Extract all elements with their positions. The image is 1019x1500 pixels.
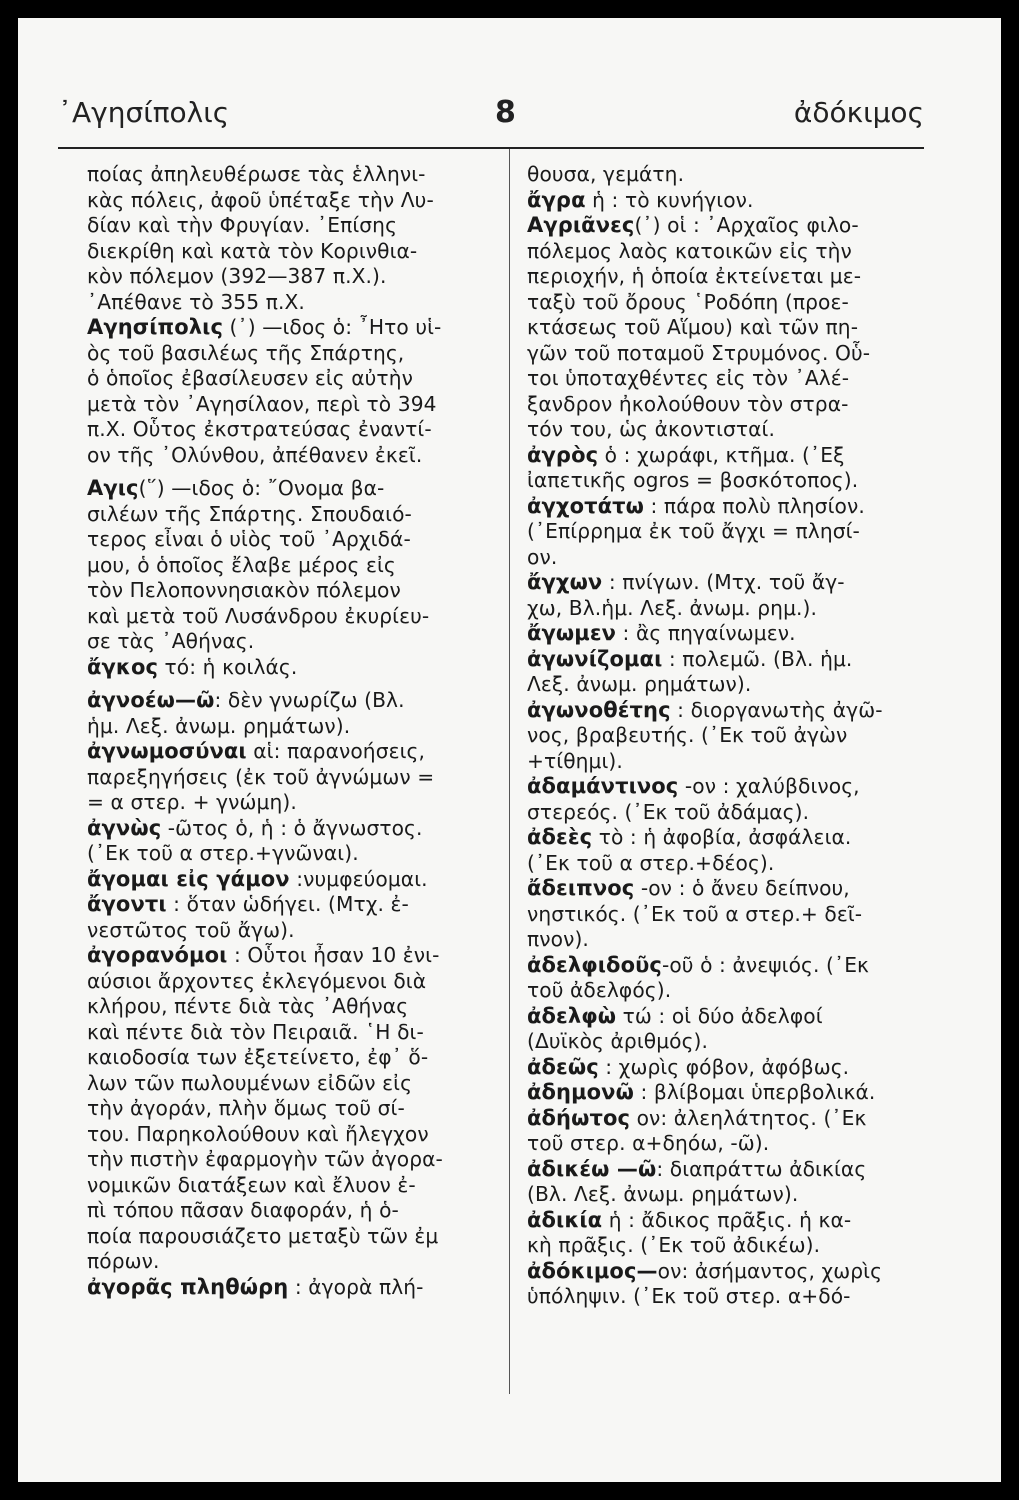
entry-line: [527, 647, 932, 673]
text-line: [87, 578, 490, 604]
text-line: [87, 1173, 490, 1199]
text-line: [527, 341, 932, 367]
definition-text: τερος εἶναι ὁ υἱὸς τοῦ ᾿Αρχιδά-: [87, 527, 411, 551]
definition-text: ἡμ. Λεξ. ἀνωμ. ρημάτων).: [87, 713, 351, 738]
definition-text: ξανδρον ἠκολούθουν τὸν στρα-: [527, 391, 849, 416]
entry-line: [527, 1080, 932, 1106]
definition-text: τοι ὑποταχθέντες εἰς τὸν ᾿Αλέ-: [527, 366, 850, 390]
header-last-entry: ἀδόκιμος: [793, 96, 924, 129]
definition-text: τὴν ἀγοράν, πλὴν ὅμως τοῦ σί-: [87, 1096, 405, 1120]
text-line: [87, 841, 490, 867]
headword: ἀγορανόμοι: [87, 943, 228, 967]
definition-text: -οῦ ὁ : ἀνεψιός. (᾿Εκ: [661, 952, 870, 977]
definition-text: ἡ : ἄδικος πρᾶξις. ἡ κα-: [602, 1207, 852, 1232]
definition-text: -ον : χαλύβδινος,: [678, 774, 860, 798]
text-line: [87, 918, 490, 944]
text-line: [87, 417, 490, 443]
text-line: [87, 994, 490, 1020]
text-line: [87, 553, 490, 579]
headword: ἀδελφιδοῦς: [527, 952, 662, 977]
definition-text: ποίας ἀπηλευθέρωσε τὰς ἑλληνι-: [87, 162, 426, 186]
text-line: [527, 290, 932, 316]
entry-line: [527, 774, 932, 800]
definition-text: (᾿Εκ τοῦ α στερ.+δέος).: [527, 850, 775, 875]
text-line: [87, 443, 490, 469]
definition-text: π.Χ. Οὗτος ἐκστρατεύσας ἐναντί-: [87, 417, 432, 441]
text-line: [527, 1029, 932, 1055]
text-line: [87, 188, 490, 214]
headword: ἀδημονῶ: [527, 1080, 634, 1104]
definition-text: του. Παρηκολούθουν καὶ ἤλεγχον: [87, 1121, 429, 1146]
definition-text: τὸ : ἡ ἀφοβία, ἀσφάλεια.: [592, 825, 852, 849]
text-line: [527, 978, 932, 1004]
text-line: [87, 1224, 490, 1250]
text-line: [87, 366, 490, 392]
entry-spacer: [87, 468, 490, 476]
definition-text: νεστῶτος τοῦ ἄγω).: [87, 917, 295, 942]
definition-text: : διαπράττω ἀδικίας: [656, 1156, 867, 1181]
definition-text: τὴν πιστὴν ἐφαρμογὴν τῶν ἀγορα-: [87, 1147, 443, 1171]
text-line: [87, 162, 490, 188]
entry-line: [527, 1004, 932, 1030]
text-line: [87, 527, 490, 553]
headword: ἀδήωτος: [527, 1105, 631, 1130]
text-line: [87, 969, 490, 995]
text-line: [527, 723, 932, 749]
definition-text: καιοδοσία των ἐξετείνετο, ἐφ᾿ ὅ-: [87, 1045, 429, 1069]
entry-line: [527, 213, 932, 239]
text-line: [527, 1284, 932, 1310]
definition-text: σε τὰς ᾿Αθήνας.: [87, 629, 255, 653]
definition-text: αύσιοι ἄρχοντες ἐκλεγόμενοι διὰ: [87, 968, 427, 993]
text-line: [527, 264, 932, 290]
definition-text: δίαν καὶ τὴν Φρυγίαν. ᾿Επίσης: [87, 213, 398, 237]
headword: ἄδειπνος: [527, 876, 635, 900]
definition-text: τοῦ ἀδελφός).: [527, 978, 672, 1002]
definition-text: ον: ἀσήμαντος, χωρὶς: [657, 1258, 883, 1283]
text-line: [527, 749, 932, 775]
entry-line: [527, 443, 932, 469]
definition-text: νηστικός. (᾿Εκ τοῦ α στερ.+ δεῖ-: [527, 901, 863, 926]
definition-text: τοῦ στερ. α+δηόω, -ῶ).: [527, 1131, 770, 1155]
entry-line: [527, 494, 932, 520]
header-rule: [58, 147, 924, 149]
definition-text: (᾿) —ιδος ὁ: ῏Ητο υἱ-: [223, 315, 442, 339]
headword: ἀδεῶς: [527, 1054, 599, 1079]
text-line: [87, 1249, 490, 1275]
definition-text: : ἂς πηγαίνωμεν.: [616, 621, 796, 645]
definition-text: ον.: [527, 544, 558, 569]
definition-text: πόρων.: [87, 1249, 160, 1273]
definition-text: γῶν τοῦ ποταμοῦ Στρυμόνος. Οὗ-: [527, 340, 871, 365]
headword: ἄγομαι εἰς γάμον: [87, 866, 290, 891]
definition-text: περιοχήν, ἡ ὁποία ἐκτείνεται με-: [527, 264, 862, 288]
definition-text: τόν του, ὡς ἀκοντισταί.: [527, 417, 776, 441]
text-line: [87, 502, 490, 528]
text-line: [527, 315, 932, 341]
headword: ἄγωμεν: [527, 621, 617, 645]
definition-text: ὁ : χωράφι, κτῆμα. (᾿Εξ: [598, 442, 845, 467]
text-line: [87, 290, 490, 316]
definition-text: (᾿) οἱ : ᾿Αρχαῖος φιλο-: [634, 213, 859, 237]
entry-line: [527, 621, 932, 647]
definition-text: -ον : ὁ ἄνευ δείπνου,: [634, 876, 850, 900]
entry-line: [527, 1106, 932, 1132]
left-column: [87, 162, 490, 1300]
entry-line: [87, 943, 490, 969]
definition-text: :νυμφεύομαι.: [289, 866, 428, 891]
text-line: [527, 851, 932, 877]
headword: ἄγοντι: [87, 892, 167, 916]
text-line: [527, 596, 932, 622]
headword: ἀγρὸς: [527, 442, 599, 467]
definition-text: ον: ἀλεηλάτητος. (᾿Εκ: [630, 1105, 867, 1130]
definition-text: -ῶτος ὁ, ἡ : ὁ ἄγνωστος.: [161, 815, 423, 840]
headword: ἀδαμάντινος: [527, 774, 679, 798]
definition-text: χω, Βλ.ἡμ. Λεξ. ἀνωμ. ρημ.).: [527, 595, 818, 620]
entry-line: [87, 655, 490, 681]
text-line: [527, 366, 932, 392]
text-line: [87, 604, 490, 630]
definition-text: : ὅταν ὡδήγει. (Μτχ. ἐ-: [166, 892, 409, 916]
text-line: [87, 765, 490, 791]
headword: ἀγχοτάτω: [527, 493, 644, 518]
definition-text: : πάρα πολὺ πλησίον.: [644, 493, 865, 518]
definition-text: (῞) —ιδος ὁ: ῎Ονομα βα-: [138, 476, 385, 500]
text-line: [87, 1122, 490, 1148]
text-line: [527, 162, 932, 188]
entry-line: [527, 698, 932, 724]
definition-text: ὁ ὁποῖος ἐβασίλευσεν εἰς αὐτὴν: [87, 366, 413, 390]
page-header: [58, 84, 924, 144]
text-line: [87, 239, 490, 265]
definition-text: κὸν πόλεμον (392—387 π.Χ.).: [87, 264, 387, 288]
headword: ἀδικέω —ῶ: [527, 1156, 657, 1181]
definition-text: σιλέων τῆς Σπάρτης. Σπουδαιό-: [87, 501, 412, 526]
headword: ἀγωνοθέτης: [527, 697, 671, 722]
definition-text: (Βλ. Λεξ. ἀνωμ. ρημάτων).: [527, 1182, 799, 1206]
text-line: [87, 341, 490, 367]
entry-line: [87, 1275, 490, 1301]
text-line: [527, 239, 932, 265]
headword: ἀγορᾶς πληθώρη: [87, 1274, 289, 1299]
definition-text: στερεός. (᾿Εκ τοῦ ἀδάμας).: [527, 799, 810, 824]
entry-line: [527, 1055, 932, 1081]
text-line: [87, 714, 490, 740]
definition-text: καὶ πέντε διὰ τὸν Πειραιᾶ. ῾Η δι-: [87, 1019, 424, 1044]
definition-text: ἡ : τὸ κυνήγιον.: [585, 187, 754, 212]
definition-text: ποία παρουσιάζετο μεταξὺ τῶν ἐμ: [87, 1223, 439, 1248]
definition-text: (᾿Επίρρημα ἐκ τοῦ ἄγχι = πλησί-: [527, 519, 860, 543]
definition-text: : πνίγων. (Μτχ. τοῦ ἄγ-: [602, 570, 845, 594]
entry-line: [87, 688, 490, 714]
text-line: [527, 392, 932, 418]
definition-text: τὸν Πελοποννησιακὸν πόλεμον: [87, 578, 401, 602]
headword: ἀδελφὼ: [527, 1003, 617, 1028]
entry-line: [87, 867, 490, 893]
definition-text: Λεξ. ἀνωμ. ρημάτων).: [527, 672, 752, 696]
text-line: [87, 629, 490, 655]
text-line: [87, 1096, 490, 1122]
entry-line: [87, 476, 490, 502]
headword: Αγησίπολις: [87, 315, 224, 339]
text-line: [87, 1020, 490, 1046]
definition-text: κὰς πόλεις, ἀφοῦ ὑπέταξε τὴν Λυ-: [87, 187, 434, 212]
entry-line: [87, 739, 490, 765]
definition-text: λων τῶν πωλουμένων εἰδῶν εἰς: [87, 1070, 413, 1095]
definition-text: μου, ὁ ὁποῖος ἔλαβε μέρος εἰς: [87, 552, 396, 577]
entry-line: [87, 892, 490, 918]
definition-text: αἱ: παρανοήσεις,: [246, 739, 426, 763]
text-line: [527, 672, 932, 698]
headword: ἀγνωμοσύναι: [87, 739, 247, 763]
headword: ἀδόκιμος—: [527, 1258, 658, 1283]
headword: ἀδεὲς: [527, 825, 593, 849]
entry-spacer: [87, 680, 490, 688]
headword: ἀδικία: [527, 1207, 603, 1232]
definition-text: θουσα, γεμάτη.: [527, 162, 685, 186]
text-line: [527, 468, 932, 494]
page-number: 8: [495, 95, 516, 130]
headword: ἀγωνίζομαι: [527, 646, 663, 671]
definition-text: : χωρὶς φόβον, ἀφόβως.: [598, 1054, 850, 1079]
definition-text: : πολεμῶ. (Βλ. ἡμ.: [662, 646, 853, 671]
text-line: [87, 213, 490, 239]
definition-text: πὶ τόπου πᾶσαν διαφοράν, ἡ ὁ-: [87, 1198, 399, 1222]
definition-text: : βλίβομαι ὑπερβολικά.: [633, 1080, 876, 1104]
definition-text: +τίθημι).: [527, 748, 623, 773]
entry-line: [527, 1208, 932, 1234]
headword: ἀγνοέω—ῶ: [87, 688, 215, 712]
definition-text: παρεξηγήσεις (ἐκ τοῦ ἀγνώμων =: [87, 764, 435, 789]
text-line: [87, 1045, 490, 1071]
definition-text: ὑπόληψιν. (᾿Εκ τοῦ στερ. α+δό-: [527, 1284, 851, 1308]
entry-line: [527, 188, 932, 214]
text-line: [87, 392, 490, 418]
definition-text: (᾿Εκ τοῦ α στερ.+γνῶναι).: [87, 841, 359, 865]
definition-text: κὴ πρᾶξις. (᾿Εκ τοῦ ἀδικέω).: [527, 1233, 821, 1257]
definition-text: κλήρου, πέντε διὰ τὰς ᾿Αθήνας: [87, 994, 409, 1018]
definition-text: διεκρίθη καὶ κατὰ τὸν Κορινθια-: [87, 238, 418, 263]
text-line: [527, 417, 932, 443]
definition-text: : διοργανωτὴς ἀγῶ-: [670, 697, 883, 722]
headword: ἄγκος: [87, 654, 159, 679]
definition-text: τό: ἡ κοιλάς.: [158, 654, 298, 679]
entry-line: [527, 876, 932, 902]
column-divider: [509, 149, 510, 1394]
definition-text: ὸς τοῦ βασιλέως τῆς Σπάρτης,: [87, 340, 405, 365]
text-line: [87, 1198, 490, 1224]
headword: ἄγχων: [527, 570, 603, 594]
entry-line: [527, 1259, 932, 1285]
text-line: [527, 1182, 932, 1208]
entry-line: [527, 570, 932, 596]
text-line: [527, 1131, 932, 1157]
text-line: [527, 545, 932, 571]
right-column: [527, 162, 932, 1310]
headword: ἄγρα: [527, 187, 586, 212]
definition-text: ἰαπετικῆς ogros = βοσκότοπος).: [527, 468, 859, 492]
entry-line: [87, 315, 490, 341]
text-line: [527, 519, 932, 545]
text-line: [527, 800, 932, 826]
definition-text: ᾿Απέθανε τὸ 355 π.Χ.: [87, 289, 305, 314]
entry-line: [527, 825, 932, 851]
text-line: [87, 790, 490, 816]
entry-line: [527, 1157, 932, 1183]
definition-text: = α στερ. + γνώμη).: [87, 790, 297, 814]
definition-text: : ἀγορὰ πλή-: [288, 1274, 424, 1299]
text-line: [87, 1147, 490, 1173]
definition-text: : Οὗτοι ἦσαν 10 ἐνι-: [227, 943, 440, 967]
text-line: [87, 1071, 490, 1097]
header-first-entry: ᾿Αγησίπολις: [58, 96, 230, 129]
definition-text: : δὲν γνωρίζω (Βλ.: [214, 688, 405, 712]
definition-text: νος, βραβευτής. (᾿Εκ τοῦ ἀγὼν: [527, 723, 848, 747]
text-line: [527, 902, 932, 928]
text-line: [527, 927, 932, 953]
definition-text: μετὰ τὸν ᾿Αγησίλαον, περὶ τὸ 394: [87, 391, 437, 416]
definition-text: κτάσεως τοῦ Αἵμου) καὶ τῶν πη-: [527, 315, 859, 339]
text-line: [87, 264, 490, 290]
definition-text: πνον).: [527, 927, 589, 951]
entry-line: [527, 953, 932, 979]
text-line: [527, 1233, 932, 1259]
definition-text: ον τῆς ᾿Ολύνθου, ἀπέθανεν ἐκεῖ.: [87, 442, 423, 467]
headword: Αγις: [87, 476, 139, 500]
definition-text: ταξὺ τοῦ ὄρους ῾Ροδόπη (προε-: [527, 289, 849, 314]
entry-line: [87, 816, 490, 842]
headword: ἀγνὼς: [87, 815, 162, 840]
definition-text: καὶ μετὰ τοῦ Λυσάνδρου ἐκυρίευ-: [87, 603, 430, 628]
definition-text: τώ : οἱ δύο ἀδελφοί: [616, 1003, 823, 1028]
definition-text: πόλεμος λαὸς κατοικῶν εἰς τὴν: [527, 238, 852, 263]
definition-text: (Δυϊκὸς ἀριθμός).: [527, 1029, 709, 1053]
definition-text: νομικῶν διατάξεων καὶ ἔλυον ἐ-: [87, 1172, 416, 1197]
headword: Αγριᾶνες: [527, 213, 635, 237]
